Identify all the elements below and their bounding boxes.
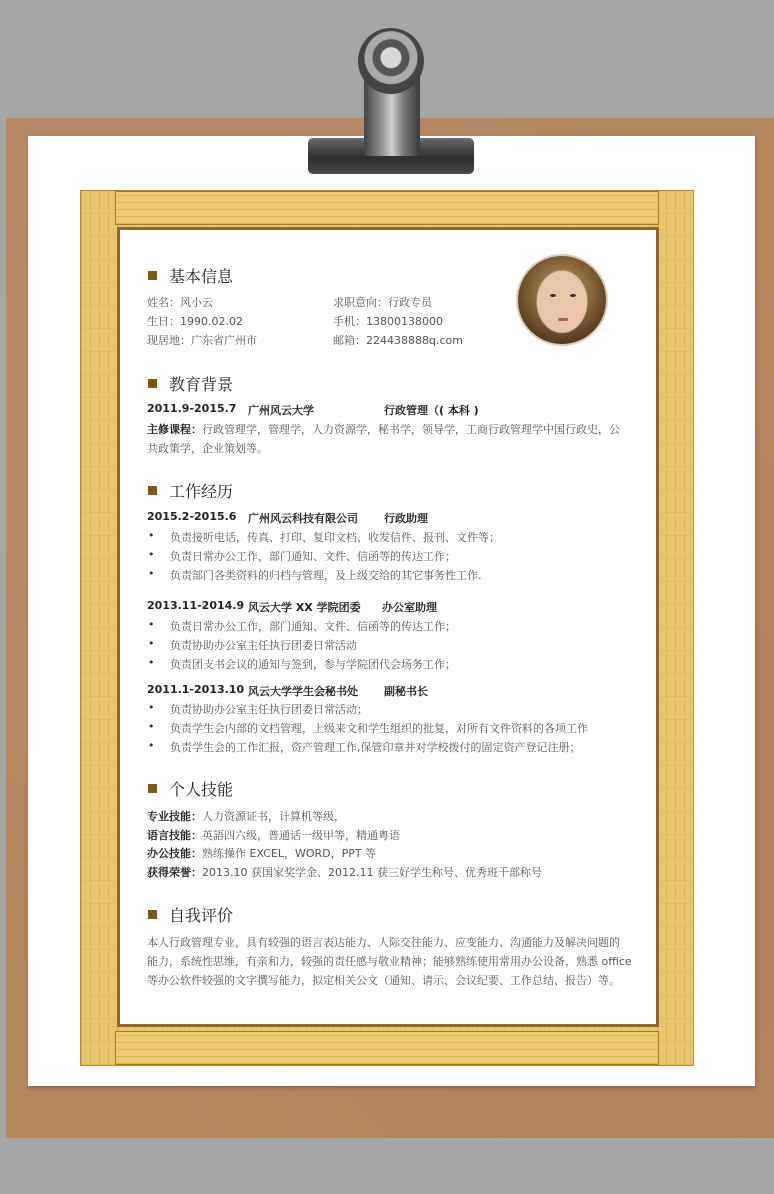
- frame-bottom-bar: [115, 1031, 659, 1065]
- avatar-eye: [570, 294, 576, 297]
- education-school: 广州风云大学: [248, 404, 314, 417]
- bullet-icon: •: [148, 701, 155, 714]
- avatar-eye: [550, 294, 556, 297]
- section-basic-title: 基本信息: [148, 264, 233, 287]
- basic-phone: 手机：13800138000: [333, 315, 443, 328]
- avatar: [516, 254, 608, 346]
- self-eval-line: 等办公软件较强的文字撰写能力，拟定相关公文（通知、请示、会议纪要、工作总结、报告）等。: [147, 974, 620, 987]
- basic-email: 邮箱：224438888q.com: [333, 334, 463, 347]
- bullet-icon: •: [148, 567, 155, 580]
- bullet-icon: •: [148, 637, 155, 650]
- bullet-icon: •: [148, 618, 155, 631]
- section-marker-icon: [148, 486, 157, 495]
- section-marker-icon: [148, 910, 157, 919]
- section-marker-icon: [148, 271, 157, 280]
- basic-birth: 生日：1990.02.02: [147, 315, 243, 328]
- skill-row: 办公技能：熟练操作 EXCEL，WORD，PPT 等: [147, 847, 377, 860]
- bullet-icon: •: [148, 656, 155, 669]
- basic-name: 姓名：风小云: [147, 296, 213, 309]
- self-eval-line: 本人行政管理专业，具有较强的语言表达能力、人际交往能力、应变能力、沟通能力及解决问题的: [147, 936, 620, 949]
- section-marker-icon: [148, 379, 157, 388]
- bullet-icon: •: [148, 720, 155, 733]
- section-self-title: 自我评价: [148, 903, 233, 926]
- avatar-mouth: [558, 318, 568, 321]
- education-period: 2011.9-2015.7: [147, 402, 237, 415]
- skill-row: 专业技能：人力资源证书，计算机等级，: [147, 810, 345, 823]
- clip-ring-icon: [358, 28, 424, 94]
- education-courses: 主修课程：行政管理学，管理学，人力资源学，秘书学，领导学，工商行政管理学中国行政史，公: [147, 423, 620, 436]
- skill-row: 获得荣誉：2013.10 获国家奖学金、2012.11 获三好学生称号、优秀班干部称号: [147, 866, 542, 879]
- basic-residence: 现居地：广东省广州市: [147, 334, 257, 347]
- self-eval-line: 能力，系统性思维，有亲和力，较强的责任感与敬业精神；能够熟练使用常用办公设备，熟悉 office: [147, 955, 632, 968]
- bullet-icon: •: [148, 529, 155, 542]
- skill-row: 语言技能：英語四六级，普通话一级甲等，精通粤语: [147, 829, 400, 842]
- section-marker-icon: [148, 784, 157, 793]
- education-courses-cont: 共政策学，企业策划等。: [147, 442, 268, 455]
- basic-intent: 求职意向：行政专员: [333, 296, 432, 309]
- bullet-icon: •: [148, 739, 155, 752]
- section-work-title: 工作经历: [148, 479, 233, 502]
- bullet-icon: •: [148, 548, 155, 561]
- section-education-title: 教育背景: [148, 372, 233, 395]
- section-skills-title: 个人技能: [148, 777, 233, 800]
- education-major: 行政管理（( 本科 ): [384, 404, 479, 417]
- frame-top-bar: [115, 191, 659, 225]
